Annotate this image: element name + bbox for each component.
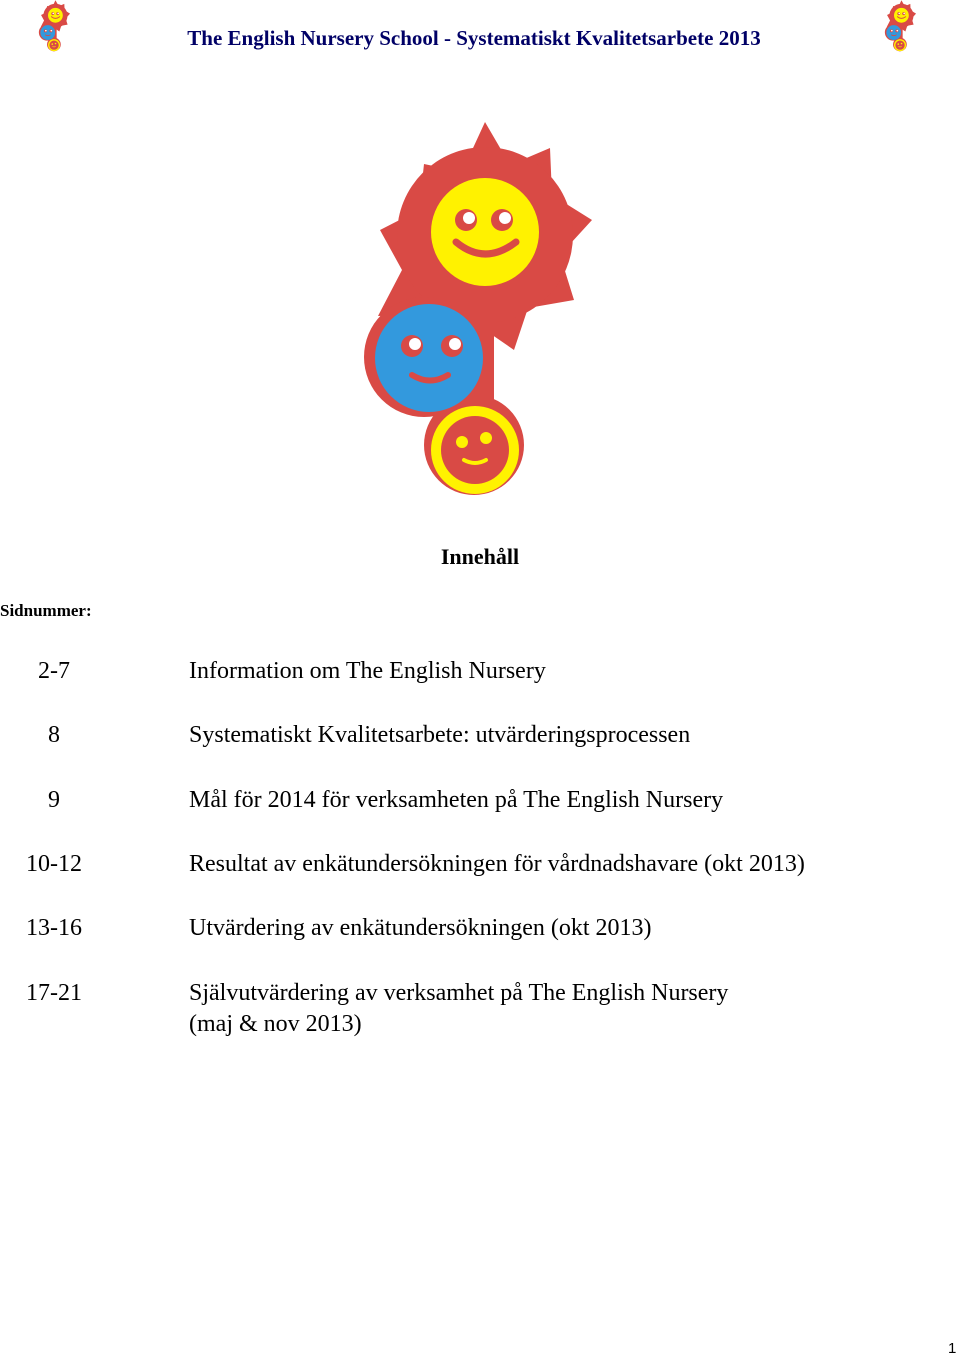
toc-entry-text: (maj & nov 2013)	[189, 1011, 362, 1037]
school-logo-icon	[884, 0, 918, 52]
toc-entry-text: Systematiskt Kvalitetsarbete: utvärderingsprocessen	[189, 722, 691, 748]
toc-entry-text: Självutvärdering av verksamhet på The English Nursery	[189, 980, 729, 1006]
toc-entry-text: Resultat av enkätundersökningen för vårdnadshavare (okt 2013)	[189, 851, 805, 877]
page-number: 1	[948, 1340, 957, 1357]
toc-entry-pages: 10-12	[26, 851, 82, 877]
toc-entry-pages: 2-7	[38, 658, 70, 684]
toc-entry-pages: 9	[48, 787, 60, 813]
header-title: The English Nursery School - Systematiskt Kvalitetsarbete 2013	[187, 26, 761, 50]
page-number-label: Sidnummer:	[0, 601, 92, 620]
toc-entry-text: Utvärdering av enkätundersökningen (okt 2013)	[189, 915, 652, 941]
toc-entry-pages: 13-16	[26, 915, 82, 941]
toc-entry-text: Mål för 2014 för verksamheten på The English Nursery	[189, 787, 724, 813]
toc-entry-text: Information om The English Nursery	[189, 658, 546, 684]
toc-title: Innehåll	[440, 544, 520, 569]
toc-entry-pages: 8	[48, 722, 60, 748]
toc-entry-pages: 17-21	[26, 980, 82, 1006]
main-logo-icon	[364, 120, 600, 500]
